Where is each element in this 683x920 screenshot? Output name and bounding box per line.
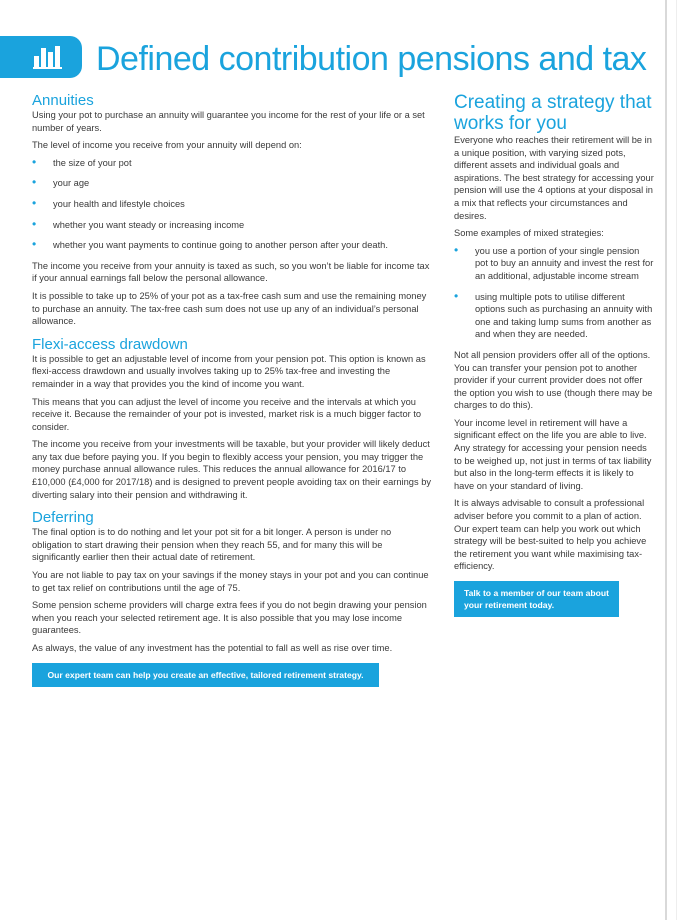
list-item: • whether you want steady or increasing income bbox=[32, 219, 432, 232]
list-item: • whether you want payments to continue going to another person after your death. bbox=[32, 239, 432, 252]
list-item: • using multiple pots to utilise different options such as purchasing an annuity with one and taking lump sums from another as and when they are needed. bbox=[454, 291, 654, 341]
strategy-paragraph-2: Some examples of mixed strategies: bbox=[454, 228, 604, 239]
strategy-paragraph-4: Your income level in retirement will have a significant effect on the life you are able to live. Any strategy for accessing your pension needs to be weighed up, not just in terms of tax liability but also in the long-term effects it is likely to have on your standard of living. bbox=[454, 417, 652, 491]
list-item: • your age bbox=[32, 177, 432, 190]
strategy-heading: Creating a strategy that works for you bbox=[454, 92, 652, 134]
annuities-paragraph-4: It is possible to take up to 25% of your pot as a tax-free cash sum and use the remaining money to purchase an annuity. The tax-free cash sum does not use up any of an individual’s personal allowance. bbox=[32, 290, 427, 327]
page-edge-shadow bbox=[676, 0, 677, 920]
strategy-paragraph-1: Everyone who reaches their retirement will be in a unique position, with varying sized pots, different assets and individual goals and aspirations. The best strategy for accessing your pension will use the 4 options at your disposal in a mix that reflects your circumstances and desires. bbox=[454, 135, 654, 221]
list-item: • you use a portion of your single pension pot to buy an annuity and invest the rest for an additional, adjustable income stream bbox=[454, 245, 654, 283]
flexi-paragraph-2: This means that you can adjust the level of income you receive and the intervals at which you receive it. Because the remainder of your pot is invested, market risk is a much bigger factor to consider. bbox=[32, 396, 422, 432]
flexi-paragraph-3: The income you receive from your investments will be taxable, but your provider will likely deduct any tax due before paying you. If you begin to flexibly access your pension, you may trigger the money purchase annual allowance rules. This reduces the annual allowance for 2016/17 to £10,000 (£4,000 for 2017/18) and is designed to prevent people avoiding tax on their earnings by diverting salary into their pension and withdrawing it. bbox=[32, 439, 432, 500]
strategy-paragraph-3: Not all pension providers offer all of the options. You can transfer your pension pot to another provider if your current provider does not offer the option you wish to use (though there may be charges to do this). bbox=[454, 349, 653, 411]
list-item: • your health and lifestyle choices bbox=[32, 198, 432, 211]
list-item: • the size of your pot bbox=[32, 157, 432, 170]
flexi-paragraph-1: It is possible to get an adjustable level of income from your pension pot. This option is known as flexi-access drawdown and usually involves taking up to 25% tax-free and investing the remainder in a way that provides you the kind of income you want. bbox=[32, 353, 426, 389]
flexi-heading: Flexi-access drawdown bbox=[32, 335, 188, 353]
annuities-paragraph-3: The income you receive from your annuity is taxed as such, so you won’t be liable for income tax if your annual earnings fall below the personal allowance. bbox=[32, 260, 430, 284]
expert-team-callout: Our expert team can help you create an effective, tailored retirement strategy. bbox=[32, 663, 379, 687]
flexi-section bbox=[32, 336, 432, 502]
deferring-heading: Deferring bbox=[32, 509, 94, 527]
annuities-list bbox=[32, 157, 432, 252]
bar-chart-icon bbox=[33, 44, 63, 70]
deferring-paragraph-2: You are not liable to pay tax on your savings if the money stays in your pot and you can continue to get tax relief on contributions until the age of 75. bbox=[32, 570, 429, 593]
deferring-paragraph-1: The final option is to do nothing and let your pot sit for a bit longer. A person is under no obligation to start drawing their pension when they reach 55, and for many this will be significantly earlier then their actual date of retirement. bbox=[32, 527, 392, 563]
annuities-paragraph-2: The level of income you receive from your annuity will depend on: bbox=[32, 140, 302, 151]
talk-to-team-callout: Talk to a member of our team about your retirement today. bbox=[454, 581, 619, 617]
left-column bbox=[32, 92, 432, 687]
deferring-paragraph-3: Some pension scheme providers will charge extra fees if you do not begin drawing your pension when you reach your selected retirement age. It is also possible that you may lose income guarantees. bbox=[32, 600, 427, 636]
right-column bbox=[454, 92, 654, 617]
page-title: Defined contribution pensions and tax bbox=[96, 40, 647, 78]
deferring-section bbox=[32, 509, 432, 654]
annuities-heading: Annuities bbox=[32, 92, 94, 109]
deferring-paragraph-4: As always, the value of any investment has the potential to fall as well as rise over time. bbox=[32, 643, 393, 653]
strategy-paragraph-5: It is always advisable to consult a professional adviser before you commit to a plan of action. Our expert team can help you work out which strategy will be best-suited to help you achieve the retirement you want while maximising tax-efficiency. bbox=[454, 498, 647, 572]
annuities-paragraph-1: Using your pot to purchase an annuity will guarantee you income for the rest of your life or a set number of years. bbox=[32, 110, 425, 133]
header-tab bbox=[0, 36, 82, 78]
annuities-section bbox=[32, 92, 432, 328]
page-edge bbox=[665, 0, 667, 920]
strategy-list bbox=[454, 245, 654, 341]
